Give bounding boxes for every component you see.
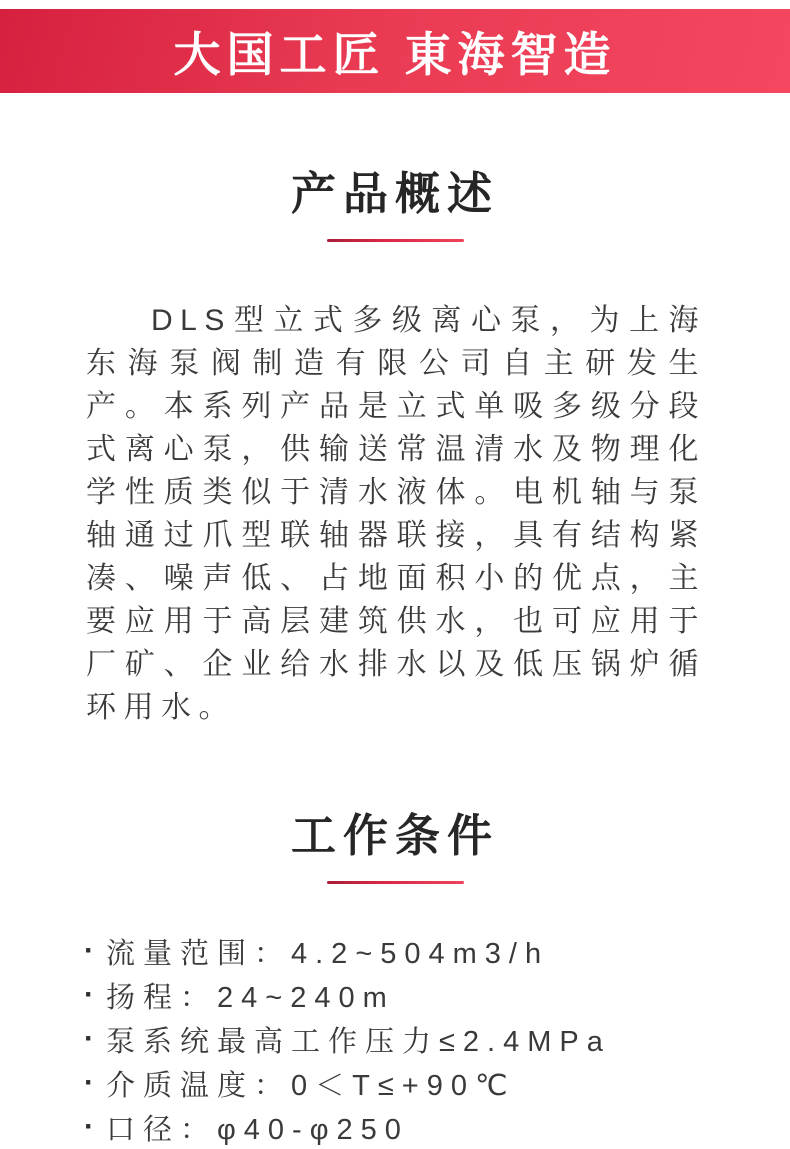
top-banner: [0, 9, 790, 93]
overview-heading-underline: [327, 239, 464, 242]
condition-item-medium-temperature: [84, 1061, 790, 1105]
bullet-icon: ·: [84, 934, 94, 967]
bullet-icon: ·: [84, 1066, 94, 1099]
condition-item-head: [84, 973, 790, 1017]
overview-section: [0, 157, 790, 729]
overview-heading: 产品概述: [290, 168, 499, 219]
condition-text: 口径：φ40-φ250: [106, 1113, 409, 1146]
conditions-section: [0, 799, 790, 1149]
condition-item-max-pressure: [84, 1017, 790, 1061]
condition-text: 泵系统最高工作压力≤2.4MPa: [106, 1025, 611, 1058]
overview-paragraph: DLS型立式多级离心泵，为上海东海泵阀制造有限公司自主研发生产。本系列产品是立式单吸多级分段式离心泵，供输送常温清水及物理化学性质类似于清水液体。电机轴与泵轴通过爪型联轴器联接，具有结构紧凑、噪声低、占地面积小的优点，主要应用于高层建筑供水，也可应用于厂矿、企业给水排水以及低压锅炉循环用水。: [86, 304, 706, 724]
condition-text: 流量范围：4.2~504m3/h: [106, 937, 550, 970]
banner-title: 大国工匠 東海智造: [173, 27, 617, 81]
conditions-heading: 工作条件: [290, 810, 499, 861]
condition-text: 扬程：24~240m: [106, 981, 395, 1014]
conditions-heading-underline: [327, 881, 464, 884]
bullet-icon: ·: [84, 978, 94, 1011]
condition-text: 介质温度：0＜T≤+90℃: [106, 1069, 516, 1102]
bullet-icon: ·: [84, 1022, 94, 1055]
condition-item-flow-range: [84, 929, 790, 973]
conditions-list: [84, 929, 790, 1149]
bullet-icon: ·: [84, 1110, 94, 1143]
condition-item-diameter: [84, 1105, 790, 1149]
